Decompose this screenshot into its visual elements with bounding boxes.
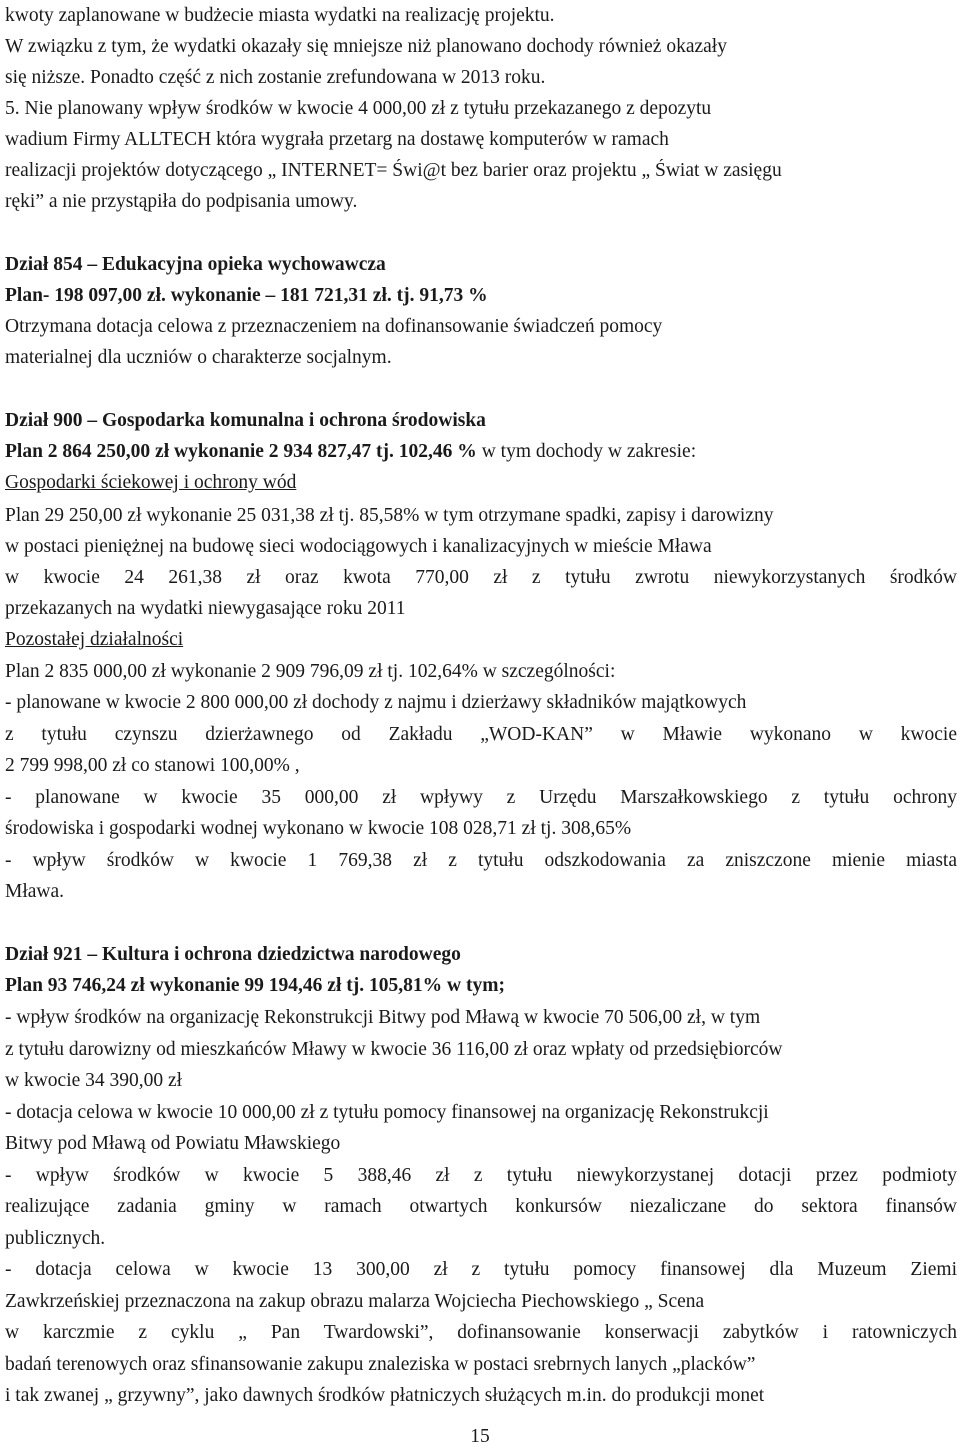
text-line: - wpływ środków w kwocie 1 769,38 zł z tytułu odszkodowania za zniszczone mienie miasta — [5, 850, 957, 871]
text-line: materialnej dla uczniów o charakterze socjalnym. — [5, 347, 392, 368]
page-number: 15 — [470, 1426, 490, 1447]
text-line: z tytułu darowizny od mieszkańców Mławy w kwocie 36 116,00 zł oraz wpłaty od przedsiębiorców — [5, 1039, 783, 1060]
text-line: Plan 2 835 000,00 zł wykonanie 2 909 796,09 zł tj. 102,64% w szczególności: — [5, 661, 616, 682]
text-line: wadium Firmy ALLTECH która wygrała przetarg na dostawę komputerów w ramach — [5, 129, 669, 150]
text-line: realizujące zadania gminy w ramach otwartych konkursów niezaliczane do sektora finansów — [5, 1196, 957, 1217]
text-line: Plan 29 250,00 zł wykonanie 25 031,38 zł tj. 85,58% w tym otrzymane spadki, zapisy i darowizny — [5, 505, 774, 526]
text-line: - planowane w kwocie 2 800 000,00 zł dochody z najmu i dzierżawy składników majątkowych — [5, 692, 747, 713]
text-line: realizacji projektów dotyczącego „ INTERNET= Świ@t bez barier oraz projektu „ Świat w zasięgu — [5, 160, 782, 181]
text-line: 2 799 998,00 zł co stanowi 100,00% , — [5, 755, 300, 776]
text-line: środowiska i gospodarki wodnej wykonano w kwocie 108 028,71 zł tj. 308,65% — [5, 818, 632, 839]
text-line: się niższe. Ponadto część z nich zostanie zrefundowana w 2013 roku. — [5, 67, 546, 88]
text-line: Bitwy pod Mławą od Powiatu Mławskiego — [5, 1133, 341, 1154]
text-line: Mława. — [5, 881, 65, 902]
text-line: w kwocie 34 390,00 zł — [5, 1070, 183, 1091]
text-line: - wpływ środków na organizację Rekonstrukcji Bitwy pod Mławą w kwocie 70 506,00 zł, w tym — [5, 1007, 761, 1028]
text-line: - dotacja celowa w kwocie 10 000,00 zł z tytułu pomocy finansowej na organizację Rekonstrukcji — [5, 1102, 769, 1123]
text-line: kwoty zaplanowane w budżecie miasta wydatki na realizację projektu. — [5, 5, 555, 26]
text-line: publicznych. — [5, 1228, 106, 1249]
text-line: - planowane w kwocie 35 000,00 zł wpływy z Urzędu Marszałkowskiego z tytułu ochrony — [5, 787, 957, 808]
text-line: W związku z tym, że wydatki okazały się mniejsze niż planowano dochody również okazały — [5, 36, 727, 57]
text-line: badań terenowych oraz sfinansowanie zakupu znaleziska w postaci srebrnych lanych „placków” — [5, 1354, 756, 1375]
dzial-921-plan-line: Plan 93 746,24 zł wykonanie 99 194,46 zł tj. 105,81% w tym; — [5, 975, 505, 996]
text-line: Pozostałej działalności — [5, 629, 184, 650]
text-line: w postaci pieniężnej na budowę sieci wodociągowych i kanalizacyjnych w mieście Mława — [5, 536, 712, 557]
text-line: Otrzymana dotacja celowa z przeznaczeniem na dofinansowanie świadczeń pomocy — [5, 316, 663, 337]
text-line: ręki” a nie przystąpiła do podpisania umowy. — [5, 191, 358, 212]
text-line: z tytułu czynszu dzierżawnego od Zakładu „WOD-KAN” w Mławie wykonano w kwocie — [5, 724, 957, 745]
text-line: - dotacja celowa w kwocie 13 300,00 zł z tytułu pomocy finansowej dla Muzeum Ziemi — [5, 1259, 957, 1280]
text-line: Dział 921 – Kultura i ochrona dziedzictwa narodowego — [5, 944, 461, 965]
text-line: Dział 900 – Gospodarka komunalna i ochrona środowiska — [5, 410, 486, 431]
text-line: Plan- 198 097,00 zł. wykonanie – 181 721,31 zł. tj. 91,73 % — [5, 285, 488, 306]
text-line: Gospodarki ściekowej i ochrony wód — [5, 472, 297, 493]
text-line: i tak zwanej „ grzywny”, jako dawnych środków płatniczych służących m.in. do produkcji monet — [5, 1385, 765, 1406]
text-line: w kwocie 24 261,38 zł oraz kwota 770,00 zł z tytułu zwrotu niewykorzystanych środków — [5, 567, 957, 588]
text-line: - wpływ środków w kwocie 5 388,46 zł z tytułu niewykorzystanej dotacji przez podmioty — [5, 1165, 957, 1186]
text-line: 5. Nie planowany wpływ środków w kwocie 4 000,00 zł z tytułu przekazanego z depozytu — [5, 98, 712, 119]
dzial-900-plan-figures: Plan 2 864 250,00 zł wykonanie 2 934 827,47 tj. 102,46 % — [5, 441, 477, 462]
dzial-900-plan-note: w tym dochody w zakresie: — [476, 441, 697, 462]
text-line: Dział 854 – Edukacyjna opieka wychowawcza — [5, 254, 386, 275]
text-line: przekazanych na wydatki niewygasające roku 2011 — [5, 598, 406, 619]
dzial-900-plan-line — [5, 440, 957, 464]
text-line: w karczmie z cyklu „ Pan Twardowski”, dofinansowanie konserwacji zabytków i ratowniczych — [5, 1322, 957, 1343]
text-line: Zawkrzeńskiej przeznaczona na zakup obrazu malarza Wojciecha Piechowskiego „ Scena — [5, 1291, 705, 1312]
